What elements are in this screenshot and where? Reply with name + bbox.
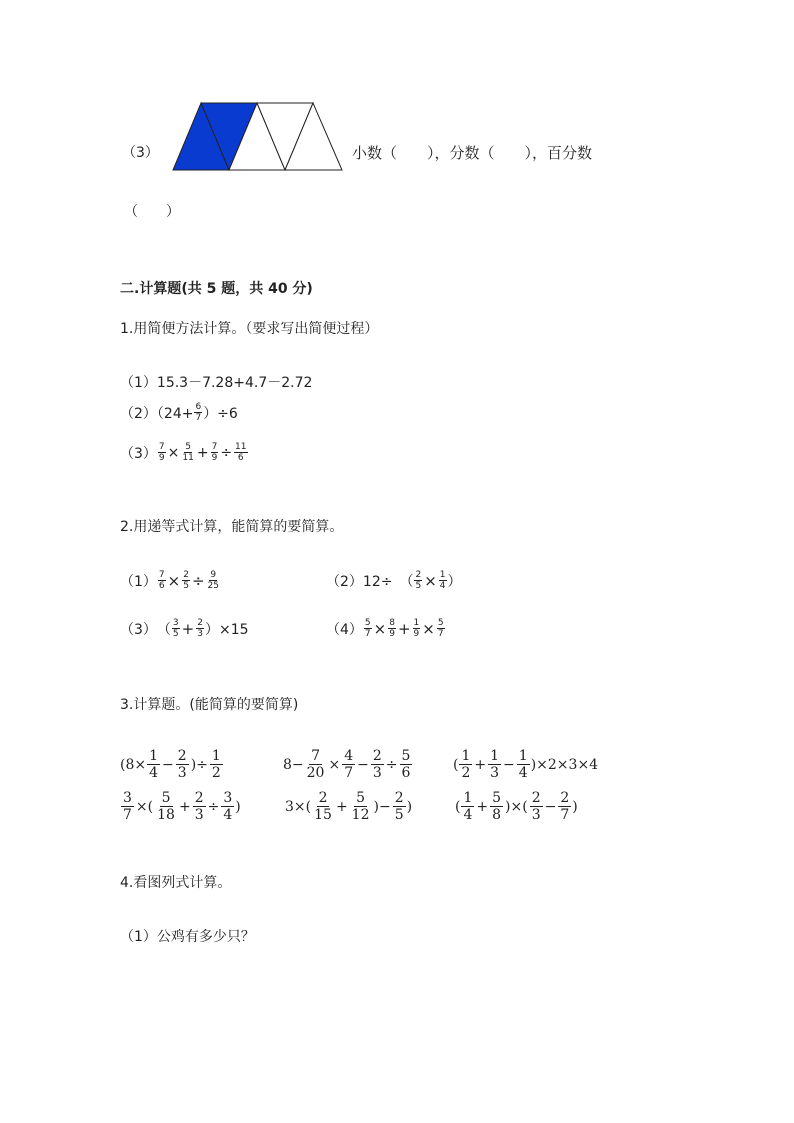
times-open: ×(	[135, 798, 154, 815]
p1-item1: （1）15.3－7.28+4.7－2.72	[120, 375, 313, 391]
fraction: $\frac{2}{3}$	[194, 790, 204, 823]
times-sign: ×	[328, 756, 341, 773]
p3-expr5	[285, 790, 412, 823]
close-divide: )÷	[190, 756, 208, 773]
fraction: $\frac{7}{9}$	[211, 442, 218, 463]
p2-item3-label: （3） （	[120, 621, 171, 638]
p4-title: 4.看图列式计算。	[120, 875, 232, 891]
q3-text: 小数（ ），分数（ ），百分数	[352, 144, 593, 162]
p4-sub1: （1）公鸡有多少只？	[120, 929, 255, 945]
close-paren: )	[235, 798, 241, 815]
close-paren: )	[572, 798, 578, 815]
fraction: $\frac{3}{4}$	[223, 790, 233, 823]
fraction: 5 18	[157, 790, 175, 823]
fraction: $\frac{5}{7}$	[364, 618, 371, 639]
fraction: $\frac{5}{7}$	[437, 618, 444, 639]
fraction: $\frac{2}{7}$	[560, 790, 570, 823]
plus-sign: +	[397, 619, 411, 638]
p3-expr1	[120, 748, 224, 781]
p3-expr4	[120, 790, 241, 823]
close-minus: )−	[373, 798, 391, 815]
close-paren: )	[406, 798, 413, 815]
p2-item1-label: （1）	[120, 573, 157, 590]
p3-expr2-prefix: 8−	[283, 756, 304, 773]
p2-item2-label: （2）12÷ （	[326, 573, 414, 590]
times-sign: ×	[167, 444, 180, 461]
fraction: $\frac{9}{25}$	[207, 570, 219, 591]
fraction: $\frac{2}{5}$	[183, 570, 189, 591]
p3-expr2	[283, 748, 413, 781]
fraction: $\frac{8}{9}$	[389, 618, 395, 639]
close-paren: ）	[447, 573, 462, 590]
fraction: $\frac{5}{6}$	[401, 748, 411, 781]
divide-sign: ÷	[385, 756, 398, 773]
fraction: $\frac{2}{5}$	[415, 570, 422, 591]
fraction: 2 3	[531, 790, 541, 823]
fraction: $\frac{6}{7}$	[195, 402, 202, 423]
p3-title: 3.计算题。(能简算的要简算)	[120, 697, 299, 713]
minus-sign: −	[503, 756, 515, 773]
times-sign: ×	[373, 619, 387, 638]
fraction: $\frac{2}{5}$	[394, 790, 404, 823]
plus-sign: +	[196, 444, 209, 461]
p3-expr3	[453, 748, 598, 781]
plus-sign: +	[178, 798, 191, 815]
p1-item2	[120, 402, 238, 423]
fraction: 1 4	[463, 790, 473, 823]
open-paren: (	[455, 798, 461, 815]
fraction: $\frac{1}{4}$	[439, 570, 446, 591]
fraction: $\frac{5}{12}$	[351, 790, 370, 823]
fraction: $\frac{1}{4}$	[149, 748, 159, 781]
times-open: )×(	[505, 798, 528, 815]
fraction: $\frac{7}{9}$	[158, 442, 165, 463]
fraction: 2 15	[314, 790, 332, 823]
plus-sign: +	[476, 798, 489, 815]
fraction: $\frac{3}{7}$	[123, 790, 132, 823]
divide-sign: ÷	[191, 571, 205, 590]
fraction: 1 2	[461, 748, 471, 781]
p1-title: 1.用简便方法计算。（要求写出简便过程）	[120, 321, 379, 337]
fraction: $\frac{5}{11}$	[182, 442, 194, 463]
p1-item2-label: （2）（24+	[120, 405, 194, 422]
minus-sign: −	[357, 756, 369, 773]
times-sign: ×	[422, 619, 435, 638]
plus-sign: +	[181, 619, 195, 638]
fraction: $\frac{7}{20}$	[306, 748, 325, 781]
p3-expr5-prefix: 3×(	[285, 798, 312, 815]
p2-item1	[120, 570, 221, 591]
fraction: $\frac{1}{4}$	[518, 748, 528, 781]
p1-item3-label: （3）	[120, 445, 157, 462]
fraction: $\frac{3}{5}$	[172, 618, 179, 639]
minus-sign: −	[544, 798, 557, 815]
triangle-figure	[170, 100, 350, 174]
fraction: $\frac{4}{7}$	[344, 748, 354, 781]
fraction: $\frac{5}{8}$	[492, 790, 502, 823]
fraction: $\frac{7}{6}$	[158, 570, 165, 591]
p1-item2-tail: ）÷6	[203, 405, 238, 422]
q3-label: （3）	[122, 145, 159, 161]
times-sign: ×	[167, 571, 181, 590]
fraction: $\frac{1}{3}$	[490, 748, 500, 781]
p3-expr3-tail: )×2×3×4	[530, 756, 599, 773]
minus-sign: −	[162, 756, 174, 773]
fraction: $\frac{2}{3}$	[177, 748, 187, 781]
p2-item2	[326, 570, 462, 591]
open-paren: (	[453, 756, 459, 773]
p1-item3	[120, 442, 249, 463]
plus-sign: +	[474, 756, 487, 773]
section2-title: 二.计算题(共 5 题，共 40 分)	[120, 281, 313, 297]
p2-item3	[120, 618, 249, 639]
q3-continuation: （ ）	[124, 204, 180, 220]
fraction: $\frac{1}{2}$	[211, 748, 221, 781]
p2-title: 2.用递等式计算，能简算的要简算。	[120, 519, 344, 535]
p2-item4	[326, 618, 446, 639]
divide-sign: ÷	[220, 444, 233, 461]
divide-sign: ÷	[207, 798, 220, 815]
fraction: $\frac{1}{9}$	[413, 618, 420, 639]
p2-item4-label: （4）	[326, 621, 363, 638]
p3-expr1-prefix: (8×	[120, 756, 147, 773]
p2-item3-tail: ）×15	[204, 621, 249, 638]
fraction: $\frac{2}{3}$	[372, 748, 382, 781]
times-sign: ×	[424, 571, 437, 590]
p3-expr6	[455, 790, 578, 823]
fraction: $\frac{2}{3}$	[197, 618, 203, 639]
fraction: $\frac{11}{6}$	[235, 442, 247, 463]
plus-sign: +	[335, 798, 348, 815]
